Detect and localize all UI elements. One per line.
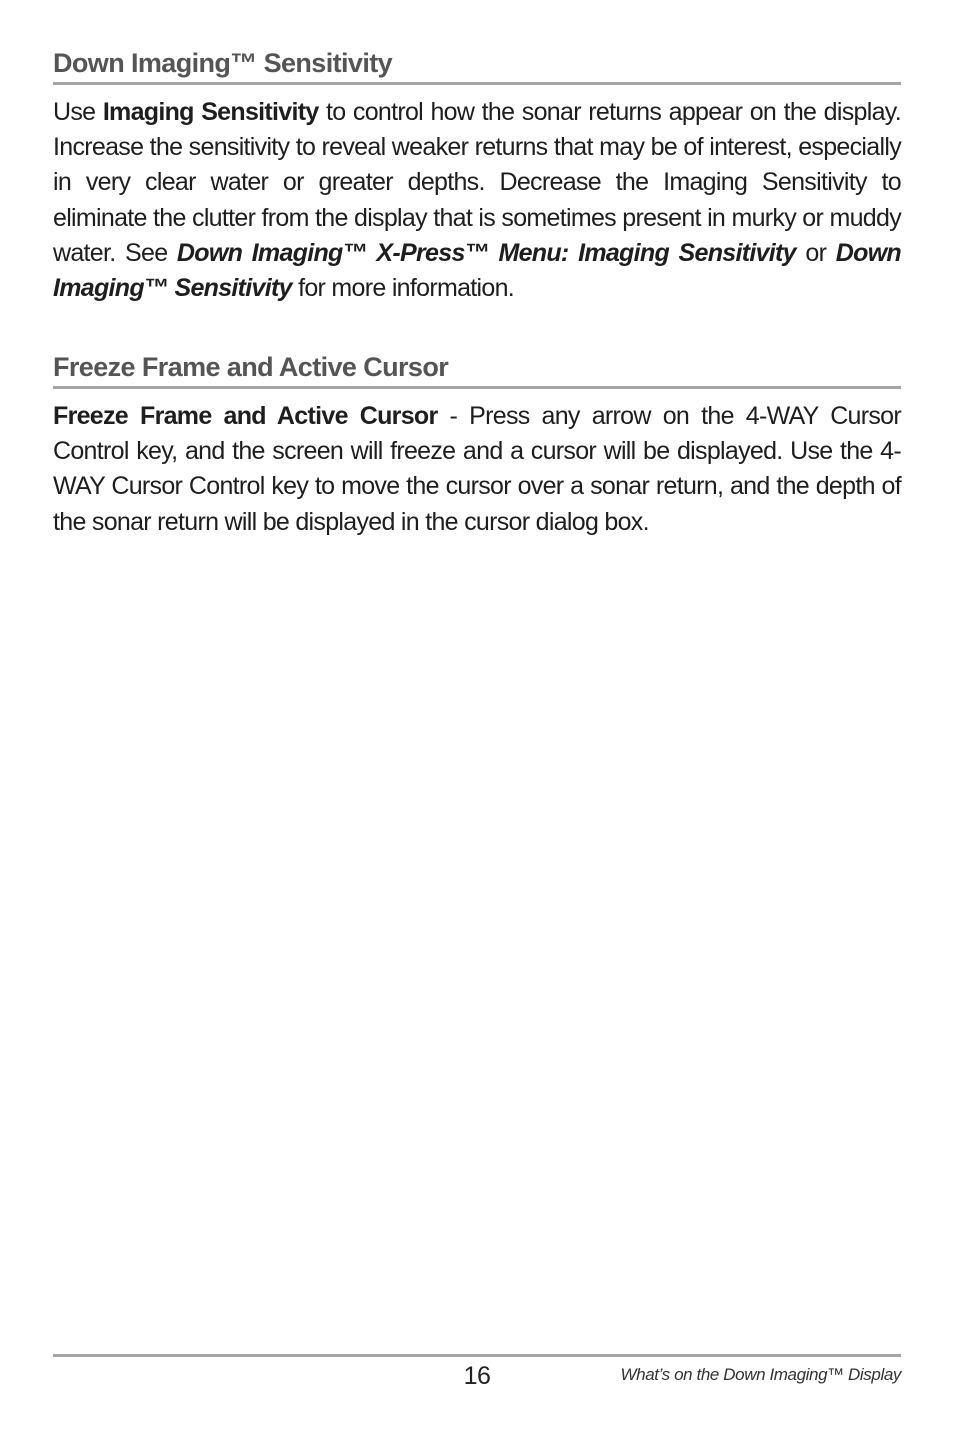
section-paragraph	[53, 399, 901, 540]
body-text: - Press any arrow on the 4-WAY Cursor Control key, and the screen will freeze and a cursor will be displayed. Use the 4-WAY Cursor Control key to move the cursor over a sonar return, and the depth of the sonar return will be displayed in the cursor dialog box.	[53, 402, 902, 536]
body-text: or	[795, 238, 836, 267]
section-freeze-frame-active-cursor	[53, 350, 901, 540]
cross-reference-xpress-menu: Down Imaging™ X-Press™ Menu: Imaging Sensitivity	[176, 238, 796, 267]
section-heading: Down Imaging™ Sensitivity	[53, 46, 901, 85]
body-text: for more information.	[291, 274, 515, 303]
term-imaging-sensitivity: Imaging Sensitivity	[102, 98, 319, 126]
running-title: What’s on the Down Imaging™ Display	[620, 1365, 901, 1384]
body-text: Use	[53, 98, 103, 126]
section-heading: Freeze Frame and Active Cursor	[53, 350, 901, 389]
term-freeze-frame: Freeze Frame and Active Cursor	[53, 402, 438, 430]
page-number: 16	[463, 1362, 491, 1390]
section-paragraph	[53, 95, 901, 306]
section-down-imaging-sensitivity	[53, 46, 901, 306]
cross-reference-sensitivity: Down Imaging™ Sensitivity	[53, 238, 902, 303]
body-text: to control how the sonar returns appear on the display. Increase the sensitivity to reveal weaker returns that may be of interest, especially in very clear water or greater depths. Decrease the Imaging Sensitivity to eliminate the clutter from the display that is sometimes present in murky or muddy water. See	[53, 98, 901, 267]
footer-divider	[53, 1354, 901, 1357]
